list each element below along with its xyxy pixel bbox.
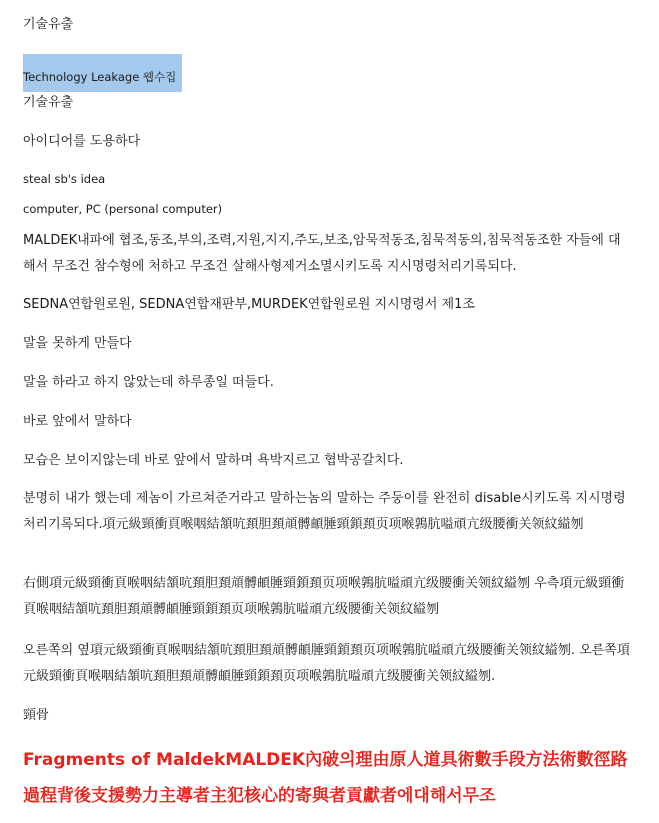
- paragraph-disable-order: 분명히 내가 했는데 제놈이 가르쳐준거라고 말하는놈의 말하는 주둥이를 완전히 disable시키도록 지시명령처리기록되다.項元級頸衝頁喉咽結頷吭頚胆頚頏髆頔腄頸顉頚页项喉鶉肮嗌頑亢级腰衝关领紋縊刎: [23, 491, 626, 532]
- paragraph-silence: 말을 못하게 만들다: [23, 336, 132, 351]
- paragraph-maldek-order: MALDEK내파에 협조,동조,부의,조력,지원,지지,주도,보조,암묵적동조,침묵적동의,침묵적동조한 자들에 대해서 무조건 참수형에 처하고 무조건 살해사형제거소멸시키도록 지시명령처리기록되다.: [23, 233, 621, 274]
- paragraph-right-side: 右側項元級頸衝頁喉咽結頷吭頚胆頚頏髆頔腄頸顉頚页项喉鶉肮嗌頑亢级腰衝关领紋縊刎 우측項元級頸衝頁喉咽結頷吭頚胆頚頏髆頔腄頸顉頚页项喉鶉肮嗌頑亢级腰衝关领紋縊刎: [23, 576, 625, 617]
- paragraph-speak-front: 바로 앞에서 말하다: [23, 414, 132, 429]
- paragraph-invisible-threat: 모습은 보이지않는데 바로 앞에서 말하며 욕박지르고 협박공갈치다.: [23, 453, 404, 468]
- paragraph-steal-idea-kr: 아이디어를 도용하다: [23, 134, 141, 149]
- red-heading: Fragments of MaldekMALDEK內破의理由原人道具術數手段方法術數徑路過程背後支援勢力主導者主犯核心的寄與者貢獻者에대해서무조: [23, 750, 628, 806]
- paragraph-chatter: 말을 하라고 하지 않았는데 하루종일 떠들다.: [23, 375, 274, 390]
- paragraph-computer: computer, PC (personal computer): [23, 202, 223, 216]
- paragraph-neck-bone: 頸骨: [23, 708, 50, 723]
- paragraph-tech-leakage-2: 기술유출: [23, 95, 74, 110]
- paragraph-right-side-2: 오른쪽의 옆項元級頸衝頁喉咽結頷吭頚胆頚頏髆頔腄頸顉頚页项喉鶉肮嗌頑亢级腰衝关领紋縊刎. 오른쪽項元級頸衝頁喉咽結頷吭頚胆頚頏髆頔腄頸顉頚页项喉鶉肮嗌頑亢级腰衝关领紋縊刎.: [23, 643, 630, 684]
- paragraph-steal-idea-en: steal sb's idea: [23, 172, 106, 186]
- paragraph-tech-leakage: 기술유출: [23, 17, 74, 32]
- paragraph-sedna-order: SEDNA연합원로원, SEDNA연합재판부,MURDEK연합원로원 지시명령서 제1조: [23, 297, 475, 312]
- highlighted-paragraph[interactable]: Technology Leakage 웹수집: [23, 69, 177, 84]
